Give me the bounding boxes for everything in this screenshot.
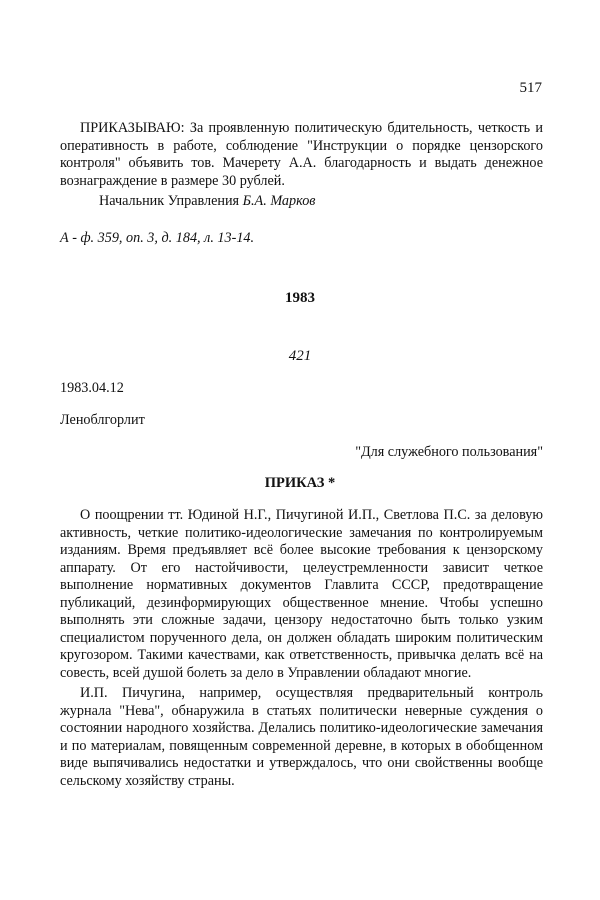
document-organization: Леноблгорлит bbox=[60, 412, 145, 428]
document-number: 421 bbox=[288, 348, 312, 364]
archive-reference: А - ф. 359, оп. 3, д. 184, л. 13-14. bbox=[60, 230, 255, 246]
classification-stamp: "Для служебного пользования" bbox=[355, 444, 543, 460]
signature-title: Начальник Управления bbox=[99, 193, 240, 209]
signature-line bbox=[99, 193, 315, 211]
order-paragraph: ПРИКАЗЫВАЮ: За проявленную политическую бдительность, четкость и оперативность в работе, соблюдение "Инструкции о порядке цензорского контроля" объявить тов. Мачерету А.А. благодарность и выдать денежное вознаграждение в размере 30 рублей. bbox=[60, 120, 543, 189]
page-number: 517 bbox=[519, 80, 542, 96]
document-date: 1983.04.12 bbox=[60, 380, 124, 396]
signature-name: Б.А. Марков bbox=[242, 193, 316, 209]
body-paragraph-1: О поощрении тт. Юдиной Н.Г., Пичугиной И.П., Светлова П.С. за деловую активность, четкие политико-идеологические замечания по контролируемым изданиям. Время предъявляет всё более высокие требования к цензорскому аппарату. От его настойчивости, целеустремленности зависит четкое выполнение нормативных документов Главлита СССР, предотвращение публикаций, дезинформирующих общественное мнение. Чтобы успешно выполнять эти сложные задачи, цензору недостаточно быть только узким специалистом порученного дела, он должен обладать широким политическим кругозором. Такими качествами, как ответственность, привычка делать всё на совесть, всей душой болеть за дело в Управлении обладают многие. bbox=[60, 507, 543, 681]
order-title: ПРИКАЗ * bbox=[264, 475, 336, 491]
body-paragraph-2: И.П. Пичугина, например, осуществляя предварительный контроль журнала "Нева", обнаружила в статьях политически неверные суждения о состоянии народного хозяйства. Делались политико-идеологические замечания и по материалам, повященным современной деревне, в которых в обобщенном виде выпячивались недостатки и утверждалось, что они свойственны вообще сельскому хозяйству страны. bbox=[60, 685, 543, 789]
year-heading: 1983 bbox=[285, 290, 315, 306]
